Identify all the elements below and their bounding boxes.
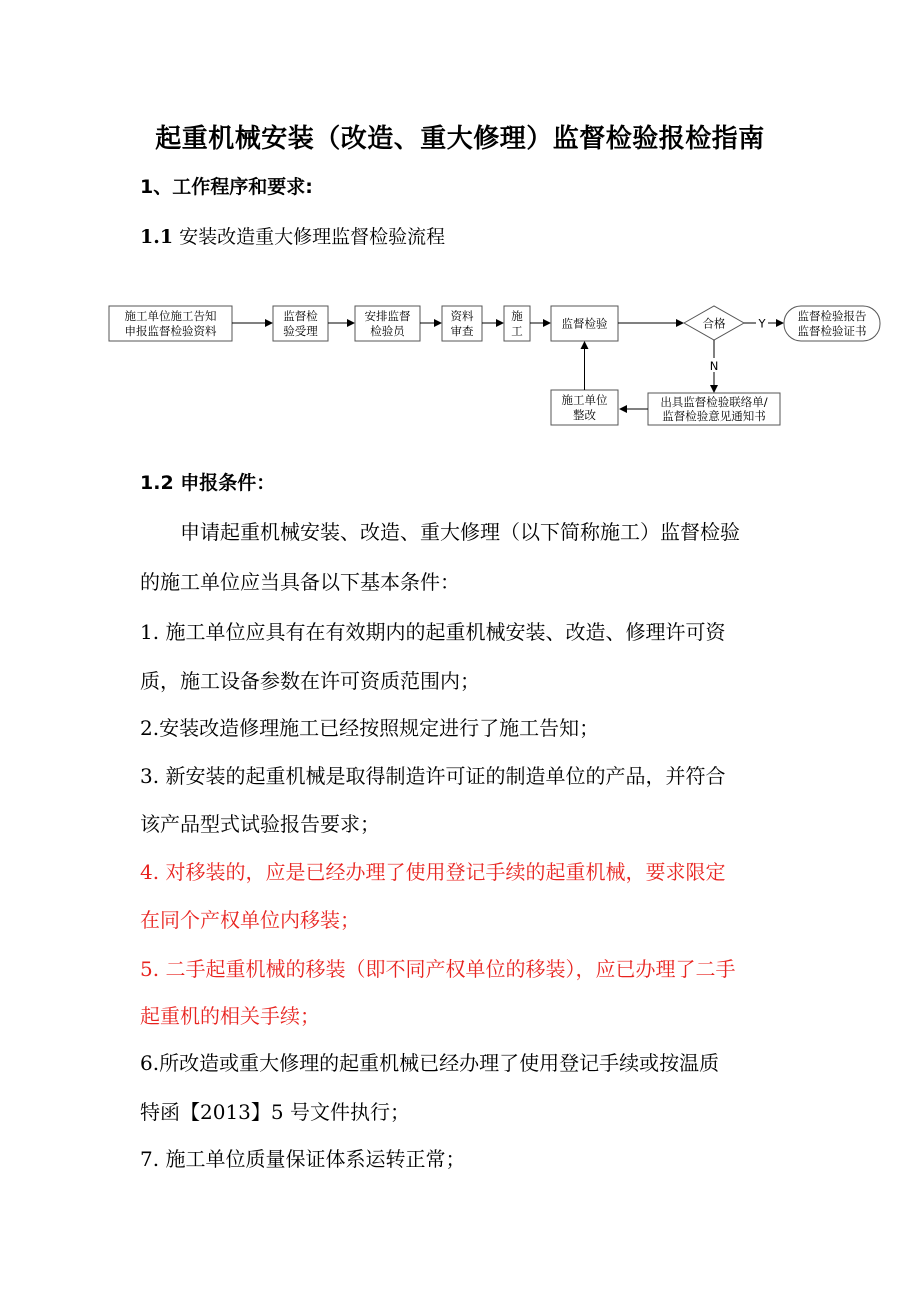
flow-box-construction (504, 306, 530, 341)
flow-box-rectify-line2: 整改 (573, 408, 596, 422)
flow-decision-qualified (684, 306, 744, 340)
flow-end-report-line1: 监督检验报告 (797, 309, 867, 323)
flow-box-document-review (442, 306, 482, 341)
flow-box-construction-notice (109, 306, 232, 341)
section-title: 安装改造重大修理监督检验流程 (173, 226, 446, 248)
section-heading-1: 1、工作程序和要求: (140, 176, 313, 198)
flow-box-acceptance-line2: 验受理 (283, 324, 318, 338)
flow-box-supervision-inspection-label: 监督检验 (561, 316, 608, 331)
section-heading-1-2: 1.2 申报条件： (140, 472, 276, 494)
section-number: 1.1 (140, 226, 174, 248)
condition-6-line: 6.所改造或重大修理的起重机械已经办理了使用登记手续或按温质 (140, 1051, 720, 1075)
condition-4-line: 在同个产权单位内移装； (140, 908, 360, 932)
flow-end-report-line2: 监督检验证书 (797, 324, 867, 338)
process-flowchart (0, 0, 920, 460)
flow-yes-label: Y (758, 316, 766, 331)
condition-1-line: 质，施工设备参数在许可资质范围内； (140, 669, 480, 693)
flow-box-document-review-line1: 资料 (450, 309, 474, 323)
flow-end-report (784, 306, 880, 341)
condition-1-line: 1. 施工单位应具有在有效期内的起重机械安装、改造、修理许可资 (140, 620, 726, 644)
condition-5-line: 5. 二手起重机械的移装（即不同产权单位的移装），应已办理了二手 (140, 957, 736, 981)
condition-6-line: 特函【2013】5 号文件执行； (140, 1100, 410, 1124)
flow-box-acceptance-line1: 监督检 (283, 309, 318, 323)
flow-box-issue-notice (648, 393, 780, 425)
flow-box-issue-notice-line1: 出具监督检验联络单/ (660, 395, 768, 409)
flow-box-assign-inspector (355, 306, 420, 341)
paragraph-line: 的施工单位应当具备以下基本条件： (140, 570, 460, 594)
condition-3-line: 该产品型式试验报告要求； (140, 812, 380, 836)
flow-box-acceptance (273, 306, 328, 341)
flow-box-document-review-line2: 审查 (450, 324, 474, 338)
condition-3-line: 3. 新安装的起重机械是取得制造许可证的制造单位的产品，并符合 (140, 764, 726, 788)
flow-box-construction-line1: 施 (511, 309, 523, 323)
flow-box-supervision-inspection (551, 306, 618, 341)
flow-box-rectify-line1: 施工单位 (561, 393, 608, 407)
flow-box-construction-notice-line2: 申报监督检验资料 (124, 324, 217, 338)
condition-7-line: 7. 施工单位质量保证体系运转正常； (140, 1147, 466, 1171)
flow-box-construction-notice-line1: 施工单位施工告知 (124, 309, 217, 323)
flow-no-label: N (709, 359, 719, 373)
flow-box-construction-line2: 工 (511, 324, 523, 338)
page-title: 起重机械安装（改造、重大修理）监督检验报检指南 (155, 124, 765, 154)
condition-2-line: 2.安装改造修理施工已经按照规定进行了施工告知； (140, 716, 600, 740)
condition-4-line: 4. 对移装的，应是已经办理了使用登记手续的起重机械，要求限定 (140, 860, 726, 884)
flow-box-issue-notice-line2: 监督检验意见通知书 (662, 409, 766, 423)
flow-box-rectify (551, 390, 618, 425)
flow-box-assign-inspector-line1: 安排监督 (364, 309, 411, 323)
flow-box-assign-inspector-line2: 检验员 (370, 324, 405, 338)
condition-5-line: 起重机的相关手续； (140, 1004, 320, 1028)
paragraph-line: 申请起重机械安装、改造、重大修理（以下简称施工）监督检验 (180, 520, 740, 544)
flow-decision-label: 合格 (702, 316, 726, 331)
